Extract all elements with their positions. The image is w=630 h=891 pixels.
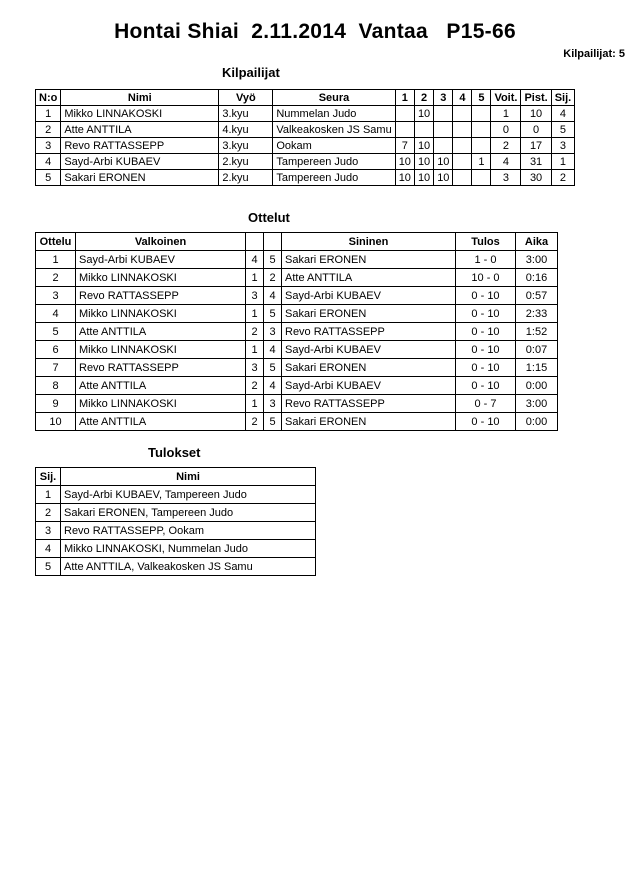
competitor-number: 1 xyxy=(36,106,61,122)
belt-grade: 2.kyu xyxy=(219,170,273,186)
score-vs-4 xyxy=(453,106,472,122)
ottelut-heading: Ottelut xyxy=(248,210,290,225)
belt-grade: 4.kyu xyxy=(219,122,273,138)
competitor-and-club: Revo RATTASSEPP, Ookam xyxy=(61,522,316,540)
table-row xyxy=(36,504,316,522)
white-competitor-number: 2 xyxy=(246,377,264,395)
match-result: 0 - 10 xyxy=(456,341,516,359)
kilpailijat-table xyxy=(35,89,575,186)
table-row xyxy=(36,251,558,269)
white-competitor-name: Atte ANTTILA xyxy=(76,323,246,341)
points-count: 31 xyxy=(521,154,551,170)
table-row xyxy=(36,154,575,170)
match-time: 1:52 xyxy=(516,323,558,341)
header-tulos: Tulos xyxy=(456,233,516,251)
header-sij: Sij. xyxy=(36,468,61,486)
score-vs-3: 10 xyxy=(434,154,453,170)
score-vs-2 xyxy=(414,122,433,138)
match-result: 1 - 0 xyxy=(456,251,516,269)
score-vs-1 xyxy=(395,106,414,122)
kilpailijat-body xyxy=(36,106,575,186)
points-count: 10 xyxy=(521,106,551,122)
white-competitor-number: 2 xyxy=(246,323,264,341)
score-vs-5: 1 xyxy=(472,154,491,170)
competitor-number: 4 xyxy=(36,154,61,170)
kilpailijat-header-row xyxy=(36,90,575,106)
white-competitor-number: 2 xyxy=(246,413,264,431)
match-time: 2:33 xyxy=(516,305,558,323)
match-time: 0:16 xyxy=(516,269,558,287)
score-vs-2: 10 xyxy=(414,154,433,170)
match-time: 3:00 xyxy=(516,395,558,413)
competitor-and-club: Atte ANTTILA, Valkeakosken JS Samu xyxy=(61,558,316,576)
white-competitor-name: Sayd-Arbi KUBAEV xyxy=(76,251,246,269)
competitor-name: Sakari ERONEN xyxy=(61,170,219,186)
competitors-count-label: Kilpailijat: 5 xyxy=(563,48,625,60)
table-row xyxy=(36,138,575,154)
competitor-and-club: Mikko LINNAKOSKI, Nummelan Judo xyxy=(61,540,316,558)
match-result: 0 - 10 xyxy=(456,359,516,377)
competitor-name: Mikko LINNAKOSKI xyxy=(61,106,219,122)
blue-competitor-number: 2 xyxy=(264,269,282,287)
table-row xyxy=(36,305,558,323)
white-competitor-name: Mikko LINNAKOSKI xyxy=(76,305,246,323)
placement: 4 xyxy=(36,540,61,558)
header-sininen: Sininen xyxy=(282,233,456,251)
match-time: 1:15 xyxy=(516,359,558,377)
score-vs-2: 10 xyxy=(414,170,433,186)
belt-grade: 3.kyu xyxy=(219,106,273,122)
tulokset-header-row xyxy=(36,468,316,486)
header-ottelu: Ottelu xyxy=(36,233,76,251)
score-vs-3: 10 xyxy=(434,170,453,186)
tulokset-body xyxy=(36,486,316,576)
blue-competitor-name: Sakari ERONEN xyxy=(282,413,456,431)
header-score-1: 1 xyxy=(395,90,414,106)
placement: 3 xyxy=(551,138,575,154)
placement: 1 xyxy=(36,486,61,504)
club-name: Tampereen Judo xyxy=(273,154,395,170)
header-seura: Seura xyxy=(273,90,395,106)
table-row xyxy=(36,323,558,341)
placement: 5 xyxy=(551,122,575,138)
blue-competitor-name: Revo RATTASSEPP xyxy=(282,395,456,413)
score-vs-4 xyxy=(453,122,472,138)
match-result: 0 - 10 xyxy=(456,287,516,305)
table-row xyxy=(36,395,558,413)
match-number: 6 xyxy=(36,341,76,359)
match-number: 1 xyxy=(36,251,76,269)
table-row xyxy=(36,269,558,287)
score-vs-4 xyxy=(453,170,472,186)
belt-grade: 3.kyu xyxy=(219,138,273,154)
match-number: 10 xyxy=(36,413,76,431)
match-number: 3 xyxy=(36,287,76,305)
match-number: 4 xyxy=(36,305,76,323)
score-vs-1: 10 xyxy=(395,154,414,170)
club-name: Ookam xyxy=(273,138,395,154)
table-row xyxy=(36,341,558,359)
club-name: Tampereen Judo xyxy=(273,170,395,186)
competitor-name: Revo RATTASSEPP xyxy=(61,138,219,154)
table-row xyxy=(36,106,575,122)
ottelut-header-row xyxy=(36,233,558,251)
match-number: 9 xyxy=(36,395,76,413)
table-row xyxy=(36,486,316,504)
blue-competitor-name: Sakari ERONEN xyxy=(282,305,456,323)
white-competitor-number: 1 xyxy=(246,305,264,323)
score-vs-1: 10 xyxy=(395,170,414,186)
table-row xyxy=(36,122,575,138)
header-score-5: 5 xyxy=(472,90,491,106)
placement: 5 xyxy=(36,558,61,576)
match-time: 0:57 xyxy=(516,287,558,305)
white-competitor-name: Revo RATTASSEPP xyxy=(76,359,246,377)
tulokset-heading: Tulokset xyxy=(148,445,201,460)
blue-competitor-number: 4 xyxy=(264,377,282,395)
competitor-number: 2 xyxy=(36,122,61,138)
page-title: Hontai Shiai 2.11.2014 Vantaa P15-66 xyxy=(114,20,516,43)
kilpailijat-heading: Kilpailijat xyxy=(222,65,280,80)
table-row xyxy=(36,377,558,395)
white-competitor-name: Mikko LINNAKOSKI xyxy=(76,395,246,413)
header-valkoinen: Valkoinen xyxy=(76,233,246,251)
white-competitor-name: Revo RATTASSEPP xyxy=(76,287,246,305)
header-aika: Aika xyxy=(516,233,558,251)
points-count: 0 xyxy=(521,122,551,138)
table-row xyxy=(36,287,558,305)
ottelut-body xyxy=(36,251,558,431)
blue-competitor-number: 4 xyxy=(264,287,282,305)
competitor-name: Sayd-Arbi KUBAEV xyxy=(61,154,219,170)
score-vs-5 xyxy=(472,138,491,154)
white-competitor-number: 3 xyxy=(246,287,264,305)
header-sij: Sij. xyxy=(551,90,575,106)
match-result: 0 - 10 xyxy=(456,323,516,341)
table-row xyxy=(36,413,558,431)
blue-competitor-number: 5 xyxy=(264,251,282,269)
blue-competitor-name: Sayd-Arbi KUBAEV xyxy=(282,341,456,359)
wins-count: 2 xyxy=(491,138,521,154)
header-score-3: 3 xyxy=(434,90,453,106)
match-number: 2 xyxy=(36,269,76,287)
wins-count: 4 xyxy=(491,154,521,170)
score-vs-2: 10 xyxy=(414,106,433,122)
ottelut-table xyxy=(35,232,558,431)
score-vs-1 xyxy=(395,122,414,138)
white-competitor-number: 3 xyxy=(246,359,264,377)
score-vs-2: 10 xyxy=(414,138,433,154)
header-blue-number xyxy=(264,233,282,251)
blue-competitor-number: 3 xyxy=(264,323,282,341)
header-voit: Voit. xyxy=(491,90,521,106)
competitor-and-club: Sakari ERONEN, Tampereen Judo xyxy=(61,504,316,522)
blue-competitor-name: Sayd-Arbi KUBAEV xyxy=(282,287,456,305)
match-time: 0:07 xyxy=(516,341,558,359)
club-name: Valkeakosken JS Samu xyxy=(273,122,395,138)
points-count: 30 xyxy=(521,170,551,186)
section-kilpailijat xyxy=(0,65,630,186)
blue-competitor-name: Sakari ERONEN xyxy=(282,359,456,377)
white-competitor-name: Atte ANTTILA xyxy=(76,377,246,395)
wins-count: 1 xyxy=(491,106,521,122)
header-score-4: 4 xyxy=(453,90,472,106)
white-competitor-number: 1 xyxy=(246,269,264,287)
score-vs-4 xyxy=(453,138,472,154)
club-name: Nummelan Judo xyxy=(273,106,395,122)
match-time: 0:00 xyxy=(516,413,558,431)
blue-competitor-number: 5 xyxy=(264,413,282,431)
score-vs-1: 7 xyxy=(395,138,414,154)
white-competitor-number: 1 xyxy=(246,395,264,413)
score-vs-3 xyxy=(434,122,453,138)
wins-count: 0 xyxy=(491,122,521,138)
match-result: 0 - 10 xyxy=(456,377,516,395)
white-competitor-number: 4 xyxy=(246,251,264,269)
belt-grade: 2.kyu xyxy=(219,154,273,170)
score-vs-5 xyxy=(472,106,491,122)
blue-competitor-number: 3 xyxy=(264,395,282,413)
match-time: 0:00 xyxy=(516,377,558,395)
score-vs-4 xyxy=(453,154,472,170)
section-ottelut xyxy=(0,210,630,431)
header-pist: Pist. xyxy=(521,90,551,106)
score-vs-3 xyxy=(434,106,453,122)
blue-competitor-number: 4 xyxy=(264,341,282,359)
white-competitor-name: Mikko LINNAKOSKI xyxy=(76,269,246,287)
placement: 2 xyxy=(551,170,575,186)
match-result: 10 - 0 xyxy=(456,269,516,287)
white-competitor-name: Mikko LINNAKOSKI xyxy=(76,341,246,359)
match-result: 0 - 10 xyxy=(456,413,516,431)
header-vyo: Vyö xyxy=(219,90,273,106)
blue-competitor-name: Sayd-Arbi KUBAEV xyxy=(282,377,456,395)
match-time: 3:00 xyxy=(516,251,558,269)
competitor-and-club: Sayd-Arbi KUBAEV, Tampereen Judo xyxy=(61,486,316,504)
score-vs-5 xyxy=(472,122,491,138)
header-nimi: Nimi xyxy=(61,468,316,486)
placement: 4 xyxy=(551,106,575,122)
match-result: 0 - 10 xyxy=(456,305,516,323)
header-nimi: Nimi xyxy=(61,90,219,106)
match-number: 5 xyxy=(36,323,76,341)
blue-competitor-name: Atte ANTTILA xyxy=(282,269,456,287)
table-row xyxy=(36,522,316,540)
match-result: 0 - 7 xyxy=(456,395,516,413)
competitor-name: Atte ANTTILA xyxy=(61,122,219,138)
blue-competitor-number: 5 xyxy=(264,359,282,377)
header-score-2: 2 xyxy=(414,90,433,106)
white-competitor-name: Atte ANTTILA xyxy=(76,413,246,431)
table-row xyxy=(36,540,316,558)
white-competitor-number: 1 xyxy=(246,341,264,359)
table-row xyxy=(36,558,316,576)
competitor-number: 3 xyxy=(36,138,61,154)
score-vs-5 xyxy=(472,170,491,186)
tulokset-table xyxy=(35,467,316,576)
blue-competitor-name: Revo RATTASSEPP xyxy=(282,323,456,341)
match-number: 7 xyxy=(36,359,76,377)
placement: 1 xyxy=(551,154,575,170)
blue-competitor-number: 5 xyxy=(264,305,282,323)
points-count: 17 xyxy=(521,138,551,154)
header-white-number xyxy=(246,233,264,251)
table-row xyxy=(36,170,575,186)
placement: 2 xyxy=(36,504,61,522)
table-row xyxy=(36,359,558,377)
competitor-number: 5 xyxy=(36,170,61,186)
wins-count: 3 xyxy=(491,170,521,186)
match-number: 8 xyxy=(36,377,76,395)
placement: 3 xyxy=(36,522,61,540)
header-no: N:o xyxy=(36,90,61,106)
score-vs-3 xyxy=(434,138,453,154)
blue-competitor-name: Sakari ERONEN xyxy=(282,251,456,269)
section-tulokset xyxy=(0,445,630,576)
